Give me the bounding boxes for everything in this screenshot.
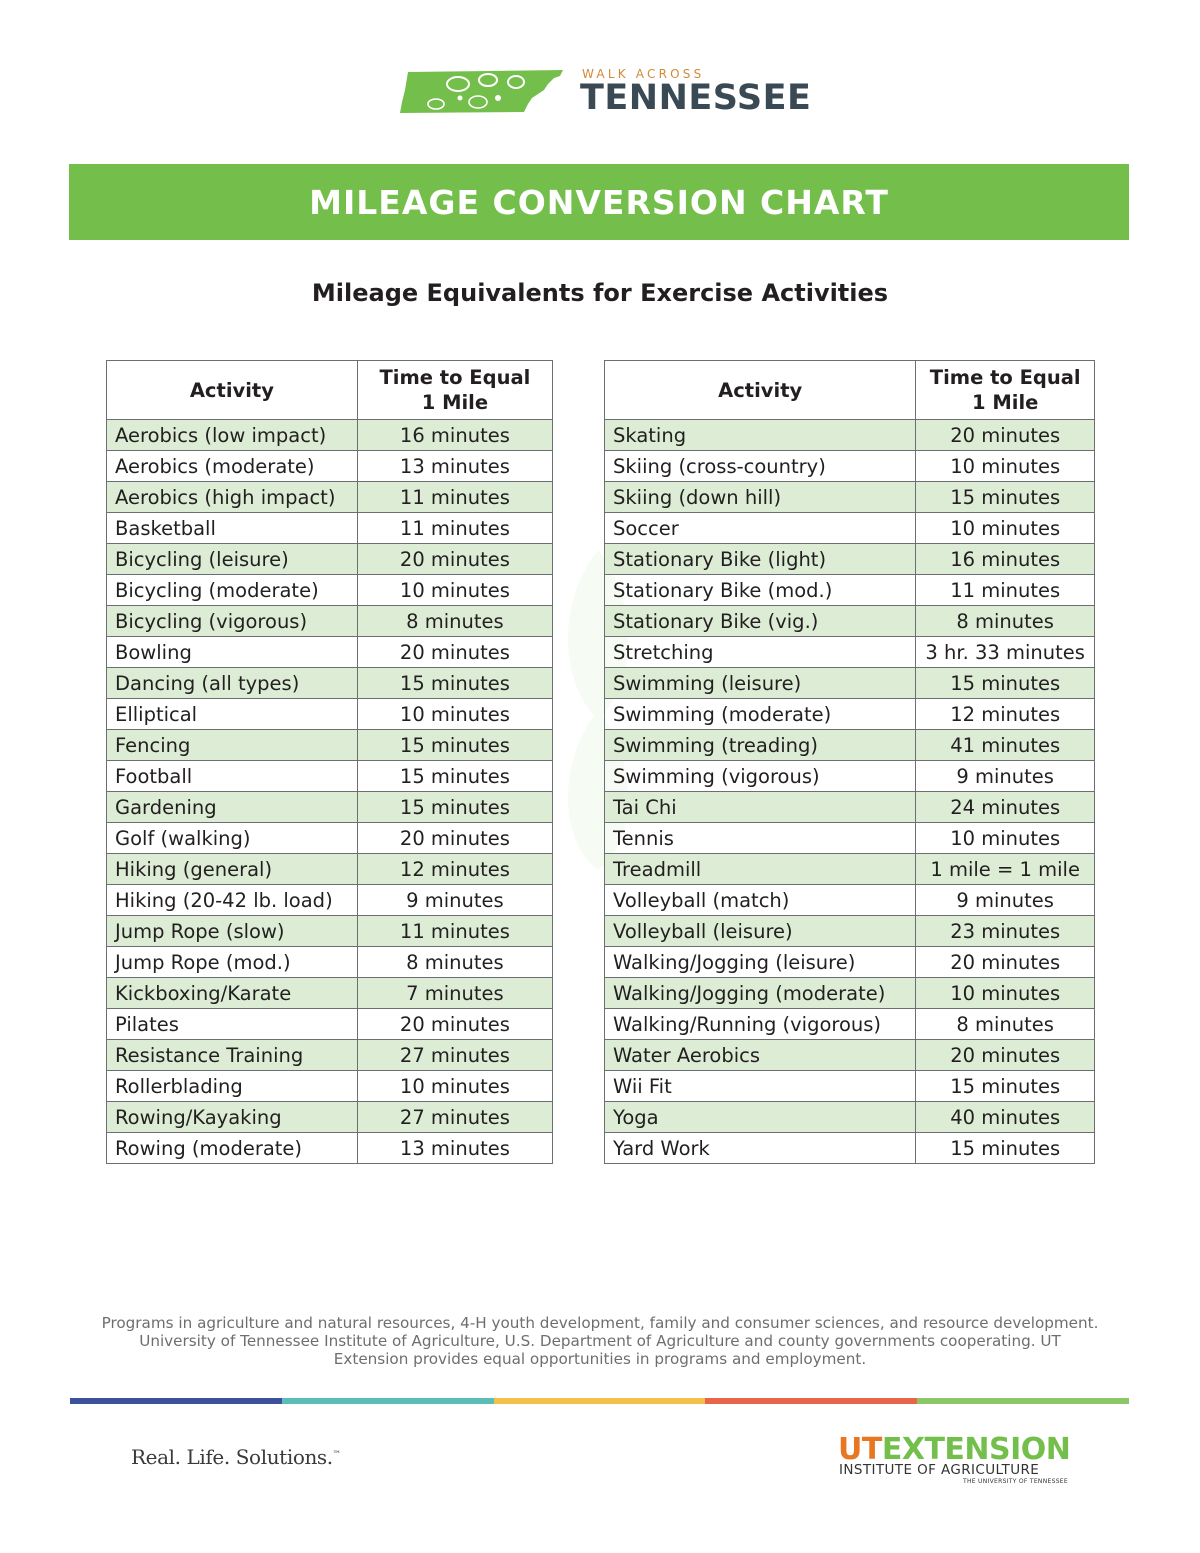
activity-cell: Stationary Bike (vig.) <box>605 606 916 637</box>
trademark-mark: ™ <box>332 1449 341 1459</box>
activity-cell: Stationary Bike (mod.) <box>605 575 916 606</box>
activity-cell: Walking/Running (vigorous) <box>605 1009 916 1040</box>
time-cell: 20 minutes <box>357 823 552 854</box>
time-cell: 8 minutes <box>357 606 552 637</box>
activity-cell: Jump Rope (mod.) <box>107 947 358 978</box>
table-row <box>107 482 553 513</box>
table-row <box>107 1040 553 1071</box>
time-cell: 10 minutes <box>916 513 1095 544</box>
time-cell: 16 minutes <box>357 420 552 451</box>
time-cell: 23 minutes <box>916 916 1095 947</box>
time-cell: 20 minutes <box>357 637 552 668</box>
time-cell: 8 minutes <box>916 1009 1095 1040</box>
time-cell: 10 minutes <box>916 823 1095 854</box>
activity-cell: Hiking (general) <box>107 854 358 885</box>
table-row <box>107 1102 553 1133</box>
tennessee-state-icon <box>398 68 568 114</box>
activity-cell: Skiing (cross-country) <box>605 451 916 482</box>
time-cell: 11 minutes <box>357 916 552 947</box>
activity-cell: Rowing (moderate) <box>107 1133 358 1164</box>
stripe-segment <box>705 1398 917 1404</box>
time-cell: 7 minutes <box>357 978 552 1009</box>
time-cell: 20 minutes <box>916 420 1095 451</box>
activity-cell: Yoga <box>605 1102 916 1133</box>
time-cell: 12 minutes <box>357 854 552 885</box>
activity-cell: Elliptical <box>107 699 358 730</box>
time-cell: 15 minutes <box>916 1133 1095 1164</box>
table-row <box>107 513 553 544</box>
time-cell: 15 minutes <box>916 482 1095 513</box>
title-banner <box>69 164 1129 240</box>
time-cell: 27 minutes <box>357 1040 552 1071</box>
table-row <box>107 606 553 637</box>
time-cell: 15 minutes <box>357 761 552 792</box>
disclaimer-text: Programs in agriculture and natural resources, 4-H youth development, family and consumer sciences, and resource development. University of Tennessee Institute of Agriculture, U.S. Department of Agriculture and county governments cooperating. UT Extension provides equal opportunities in programs and employment. <box>101 1314 1099 1368</box>
time-cell: 3 hr. 33 minutes <box>916 637 1095 668</box>
table-row <box>107 668 553 699</box>
table-row <box>107 575 553 606</box>
activity-cell: Tai Chi <box>605 792 916 823</box>
logo-small-text: WALK ACROSS <box>582 67 705 81</box>
table-row <box>605 854 1095 885</box>
table-row <box>605 668 1095 699</box>
time-cell: 15 minutes <box>916 668 1095 699</box>
logo-big-text: TENNESSEE <box>580 78 812 118</box>
activity-cell: Stationary Bike (light) <box>605 544 916 575</box>
activity-cell: Jump Rope (slow) <box>107 916 358 947</box>
activity-header: Activity <box>107 361 358 420</box>
time-cell: 20 minutes <box>916 1040 1095 1071</box>
stripe-segment <box>917 1398 1129 1404</box>
table-row <box>107 1133 553 1164</box>
table-row <box>605 699 1095 730</box>
table-row <box>107 420 553 451</box>
table-row <box>107 761 553 792</box>
activity-cell: Kickboxing/Karate <box>107 978 358 1009</box>
time-cell: 15 minutes <box>916 1071 1095 1102</box>
stripe-segment <box>494 1398 706 1404</box>
activity-cell: Volleyball (match) <box>605 885 916 916</box>
time-cell: 10 minutes <box>357 1071 552 1102</box>
banner-title: MILEAGE CONVERSION CHART <box>309 182 889 222</box>
table-row <box>107 1009 553 1040</box>
table-row <box>605 947 1095 978</box>
table-row <box>605 730 1095 761</box>
table-header-row <box>605 361 1095 420</box>
time-header <box>916 361 1095 420</box>
table-row <box>605 637 1095 668</box>
time-cell: 24 minutes <box>916 792 1095 823</box>
activity-cell: Treadmill <box>605 854 916 885</box>
table-row <box>605 1102 1095 1133</box>
time-cell: 20 minutes <box>357 544 552 575</box>
table-header-row <box>107 361 553 420</box>
activity-cell: Skating <box>605 420 916 451</box>
time-cell: 20 minutes <box>916 947 1095 978</box>
activity-cell: Stretching <box>605 637 916 668</box>
table-row <box>107 916 553 947</box>
table-row <box>605 978 1095 1009</box>
time-cell: 12 minutes <box>916 699 1095 730</box>
table-row <box>605 482 1095 513</box>
activity-cell: Hiking (20-42 lb. load) <box>107 885 358 916</box>
conversion-table-left <box>106 360 553 1164</box>
time-cell: 10 minutes <box>357 575 552 606</box>
tagline-text: Real. Life. Solutions. <box>131 1445 333 1469</box>
stripe-segment <box>282 1398 494 1404</box>
time-cell: 15 minutes <box>357 668 552 699</box>
activity-cell: Football <box>107 761 358 792</box>
table-row <box>107 854 553 885</box>
color-stripe <box>70 1398 1129 1404</box>
activity-cell: Basketball <box>107 513 358 544</box>
activity-cell: Aerobics (low impact) <box>107 420 358 451</box>
activity-cell: Golf (walking) <box>107 823 358 854</box>
institute-line: INSTITUTE OF AGRICULTURE <box>839 1462 1040 1478</box>
table-row <box>605 761 1095 792</box>
stripe-segment <box>70 1398 282 1404</box>
activity-cell: Soccer <box>605 513 916 544</box>
table-row <box>107 1071 553 1102</box>
activity-cell: Volleyball (leisure) <box>605 916 916 947</box>
time-cell: 9 minutes <box>357 885 552 916</box>
activity-cell: Walking/Jogging (moderate) <box>605 978 916 1009</box>
activity-cell: Resistance Training <box>107 1040 358 1071</box>
activity-cell: Swimming (moderate) <box>605 699 916 730</box>
time-cell: 20 minutes <box>357 1009 552 1040</box>
activity-cell: Swimming (vigorous) <box>605 761 916 792</box>
time-header-line2: 1 Mile <box>972 391 1039 414</box>
activity-header: Activity <box>605 361 916 420</box>
time-cell: 11 minutes <box>357 513 552 544</box>
table-row <box>605 1009 1095 1040</box>
activity-cell: Yard Work <box>605 1133 916 1164</box>
time-cell: 11 minutes <box>357 482 552 513</box>
table-row <box>107 544 553 575</box>
table-row <box>605 451 1095 482</box>
page-subtitle: Mileage Equivalents for Exercise Activities <box>311 279 889 307</box>
activity-cell: Rowing/Kayaking <box>107 1102 358 1133</box>
time-cell: 10 minutes <box>916 451 1095 482</box>
table-row <box>107 885 553 916</box>
table-row <box>107 978 553 1009</box>
time-header-line2: 1 Mile <box>421 391 489 414</box>
activity-cell: Bicycling (leisure) <box>107 544 358 575</box>
table-row <box>107 947 553 978</box>
table-row <box>605 823 1095 854</box>
time-cell: 13 minutes <box>357 1133 552 1164</box>
table-row <box>107 637 553 668</box>
time-header-line1: Time to Equal <box>929 366 1081 389</box>
ut-mark: UT <box>838 1432 882 1467</box>
time-header <box>357 361 552 420</box>
time-cell: 16 minutes <box>916 544 1095 575</box>
table-row <box>107 823 553 854</box>
activity-cell: Rollerblading <box>107 1071 358 1102</box>
table-row <box>107 730 553 761</box>
activity-cell: Dancing (all types) <box>107 668 358 699</box>
activity-cell: Tennis <box>605 823 916 854</box>
time-cell: 15 minutes <box>357 792 552 823</box>
time-cell: 40 minutes <box>916 1102 1095 1133</box>
table-row <box>605 885 1095 916</box>
table-row <box>107 451 553 482</box>
time-cell: 10 minutes <box>357 699 552 730</box>
activity-cell: Wii Fit <box>605 1071 916 1102</box>
table-row <box>605 420 1095 451</box>
ut-extension-logo <box>838 1434 1070 1486</box>
time-cell: 13 minutes <box>357 451 552 482</box>
activity-cell: Skiing (down hill) <box>605 482 916 513</box>
time-header-line1: Time to Equal <box>379 366 531 389</box>
activity-cell: Swimming (leisure) <box>605 668 916 699</box>
activity-cell: Fencing <box>107 730 358 761</box>
table-row <box>107 792 553 823</box>
activity-cell: Water Aerobics <box>605 1040 916 1071</box>
walk-across-tennessee-logo <box>398 66 812 118</box>
time-cell: 27 minutes <box>357 1102 552 1133</box>
time-cell: 11 minutes <box>916 575 1095 606</box>
time-cell: 8 minutes <box>916 606 1095 637</box>
time-cell: 9 minutes <box>916 761 1095 792</box>
time-cell: 41 minutes <box>916 730 1095 761</box>
time-cell: 15 minutes <box>357 730 552 761</box>
table-row <box>605 916 1095 947</box>
time-cell: 9 minutes <box>916 885 1095 916</box>
activity-cell: Bowling <box>107 637 358 668</box>
activity-cell: Gardening <box>107 792 358 823</box>
table-row <box>605 606 1095 637</box>
table-row <box>605 792 1095 823</box>
activity-cell: Walking/Jogging (leisure) <box>605 947 916 978</box>
table-row <box>605 575 1095 606</box>
extension-mark: EXTENSION <box>881 1432 1071 1467</box>
table-row <box>107 699 553 730</box>
table-row <box>605 513 1095 544</box>
activity-cell: Pilates <box>107 1009 358 1040</box>
activity-cell: Swimming (treading) <box>605 730 916 761</box>
table-row <box>605 544 1095 575</box>
table-row <box>605 1133 1095 1164</box>
time-cell: 10 minutes <box>916 978 1095 1009</box>
conversion-table-right <box>604 360 1095 1164</box>
activity-cell: Bicycling (moderate) <box>107 575 358 606</box>
university-line: THE UNIVERSITY OF TENNESSEE <box>962 1478 1068 1485</box>
tagline <box>131 1445 340 1469</box>
table-row <box>605 1071 1095 1102</box>
time-cell: 8 minutes <box>357 947 552 978</box>
table-row <box>605 1040 1095 1071</box>
activity-cell: Aerobics (moderate) <box>107 451 358 482</box>
time-cell: 1 mile = 1 mile <box>916 854 1095 885</box>
activity-cell: Bicycling (vigorous) <box>107 606 358 637</box>
activity-cell: Aerobics (high impact) <box>107 482 358 513</box>
